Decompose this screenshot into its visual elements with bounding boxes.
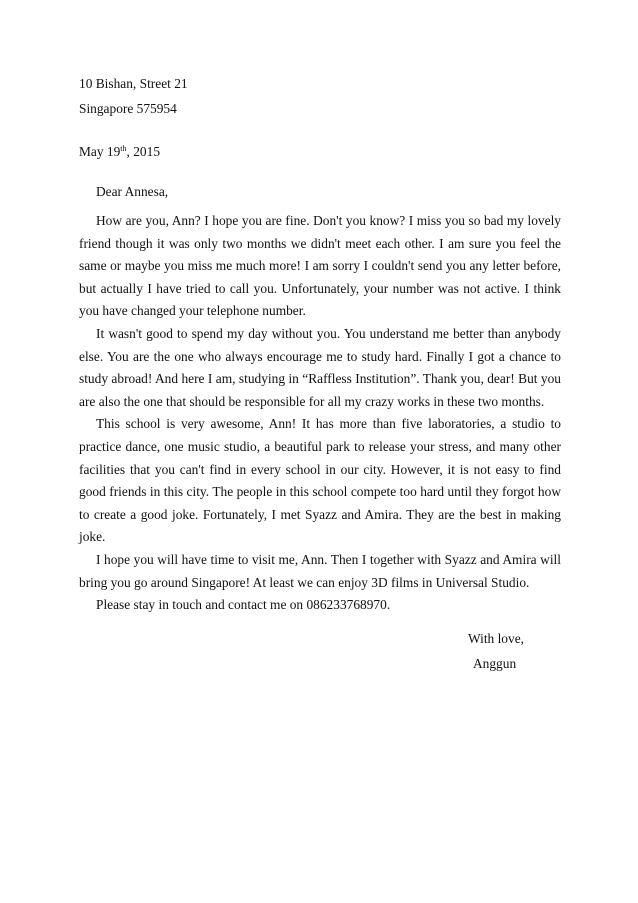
sender-address-line-1: 10 Bishan, Street 21 — [79, 76, 188, 91]
body-paragraph-2: It wasn't good to spend my day without you. You understand me better than anybody else. You are the one who always encourage me to study hard. Finally I got a chance to study abroad! And here I am, studying in “Raffless Institution”. Thank you, dear! But you are also the one that should be responsible for all my crazy works in these two months. — [79, 325, 561, 409]
date-year: , 2015 — [126, 144, 161, 159]
body-paragraph-4: I hope you will have time to visit me, Ann. Then I together with Syazz and Amira will bring you go around Singapore! At least we can enjoy 3D films in Universal Studio. — [79, 551, 561, 590]
sender-address-line-2: Singapore 575954 — [79, 101, 177, 116]
date-ordinal-suffix: th — [120, 144, 127, 153]
body-paragraph-1: How are you, Ann? I hope you are fine. Don't you know? I miss you so bad my lovely friend though it was only two months we didn't meet each other. I am sure you feel the same or maybe you miss me much more! I am sorry I couldn't send you any letter before, but actually I have tried to call you. Unfortunately, your number was not active. I think you have changed your telephone number. — [79, 213, 561, 319]
letter-greeting: Dear Annesa, — [96, 184, 169, 199]
body-paragraph-5: Please stay in touch and contact me on 086233768970. — [96, 597, 391, 613]
body-paragraph-3: This school is very awesome, Ann! It has more than five laboratories, a studio to practice dance, one music studio, a beautiful park to release your stress, and many other facilities that you can't find in every school in our city. However, it is not easy to find good friends in this city. The people in this school compete too hard until they forgot how to create a good joke. Fortunately, I met Syazz and Amira. They are the best in making joke. — [79, 416, 561, 545]
date-month-day: May 19 — [79, 144, 121, 159]
letter-signature: Anggun — [473, 656, 517, 671]
letter-date — [79, 144, 160, 160]
letter-body — [79, 210, 561, 617]
letter-closing: With love, — [468, 631, 524, 646]
